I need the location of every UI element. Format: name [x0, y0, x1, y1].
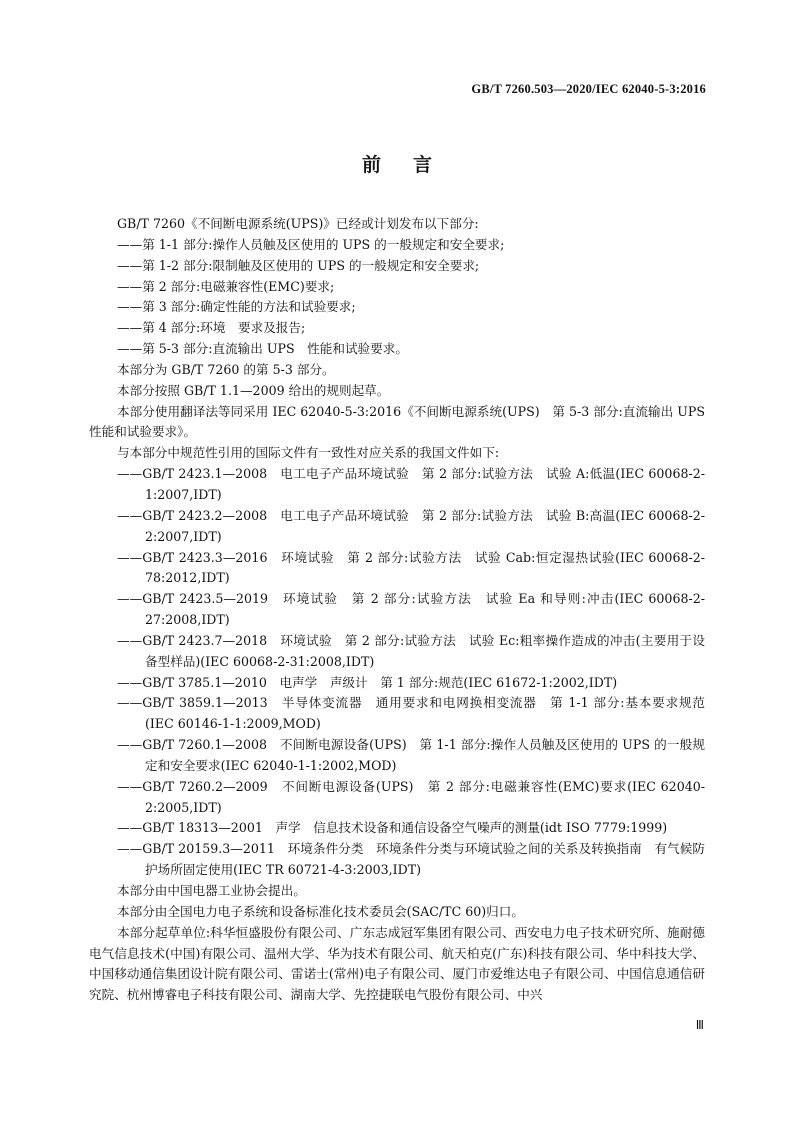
proposer-statement: 本部分由中国电器工业协会提出。 [117, 883, 306, 898]
document-body [89, 214, 718, 1006]
reference-item: ——GB/T 2423.1—2008 电工电子产品环境试验 第 2 部分:试验方法 试验 A:低温(IEC 60068-2-1:2007,IDT) [117, 466, 705, 502]
reference-item: ——GB/T 2423.2—2008 电工电子产品环境试验 第 2 部分:试验方法 试验 B:高温(IEC 60068-2-2:2007,IDT) [117, 507, 705, 544]
drafters-statement: 本部分起草单位:科华恒盛股份有限公司、广东志成冠军集团有限公司、西安电力电子技术研究所、施耐德电气信息技术(中国)有限公司、温州大学、华为技术有限公司、航天柏克(广东)科技有限公司、华中科技大学、中国移动通信集团设计院有限公司、雷诺士(常州)电子有限公司、厦门市爱维达电子有限公司、中国信息通信研究院、杭州博睿电子科技有限公司、湖南大学、先控捷联电气股份有限公司、中兴 [89, 924, 705, 1003]
reference-item: ——GB/T 2423.5—2019 环境试验 第 2 部分:试验方法 试验 Ea 和导则:冲击(IEC 60068-2-27:2008,IDT) [117, 591, 705, 628]
list-item: ——第 3 部分:确定性能的方法和试验要求; [117, 299, 356, 315]
list-item: ——第 5-3 部分:直流输出 UPS 性能和试验要求。 [117, 341, 408, 357]
committee-statement: 本部分由全国电力电子系统和设备标准化技术委员会(SAC/TC 60)归口。 [117, 903, 524, 919]
drafting-rules: 本部分按照 GB/T 1.1—2009 给出的规则起草。 [117, 382, 390, 398]
reference-item: ——GB/T 7260.2—2009 不间断电源设备(UPS) 第 2 部分:电磁兼容性(EMC)要求(IEC 62040-2:2005,IDT) [117, 778, 705, 815]
list-item: ——第 1-2 部分:限制触及区使用的 UPS 的一般规定和安全要求; [117, 257, 480, 273]
reference-item: ——GB/T 2423.3—2016 环境试验 第 2 部分:试验方法 试验 Cab:恒定湿热试验(IEC 60068-2-78:2012,IDT) [117, 549, 705, 586]
references-intro: 与本部分中规范性引用的国际文件有一致性对应关系的我国文件如下: [117, 445, 500, 461]
adoption-statement: 本部分使用翻译法等同采用 IEC 62040-5-3:2016《不间断电源系统(UPS) 第 5-3 部分:直流输出 UPS 性能和试验要求》。 [89, 403, 718, 440]
reference-item: ——GB/T 7260.1—2008 不间断电源设备(UPS) 第 1-1 部分:操作人员触及区使用的 UPS 的一般规定和安全要求(IEC 62040-1-1:2002,MOD) [117, 737, 705, 773]
reference-item: ——GB/T 2423.7—2018 环境试验 第 2 部分:试验方法 试验 Ec:粗率操作造成的冲击(主要用于设备型样品)(IEC 60068-2-31:2008,IDT) [117, 632, 705, 669]
standard-code: GB/T 7260.503—2020/IEC 62040-5-3:2016 [471, 82, 706, 96]
reference-item: ——GB/T 20159.3—2011 环境条件分类 环境条件分类与环境试验之间的关系及转换指南 有气候防护场所固定使用(IEC TR 60721-4-3:2003,IDT) [117, 841, 705, 878]
reference-item: ——GB/T 3859.1—2013 半导体变流器 通用要求和电网换相变流器 第 1-1 部分:基本要求规范(IEC 60146-1-1:2009,MOD) [117, 695, 705, 732]
page-title: 前言 [361, 154, 464, 176]
part-statement: 本部分为 GB/T 7260 的第 5-3 部分。 [117, 361, 335, 377]
page-number: Ⅲ [695, 1018, 704, 1032]
reference-item: ——GB/T 18313—2001 声学 信息技术设备和通信设备空气噪声的测量(idt ISO 7779:1999) [117, 820, 668, 836]
intro-paragraph: GB/T 7260《不间断电源系统(UPS)》已经或计划发布以下部分: [117, 216, 479, 231]
list-item: ——第 4 部分:环境 要求及报告; [117, 320, 306, 336]
list-item: ——第 1-1 部分:操作人员触及区使用的 UPS 的一般规定和安全要求; [117, 236, 505, 252]
list-item: ——第 2 部分:电磁兼容性(EMC)要求; [117, 278, 335, 294]
reference-item: ——GB/T 3785.1—2010 电声学 声级计 第 1 部分:规范(IEC 61672-1:2002,IDT) [117, 674, 618, 690]
